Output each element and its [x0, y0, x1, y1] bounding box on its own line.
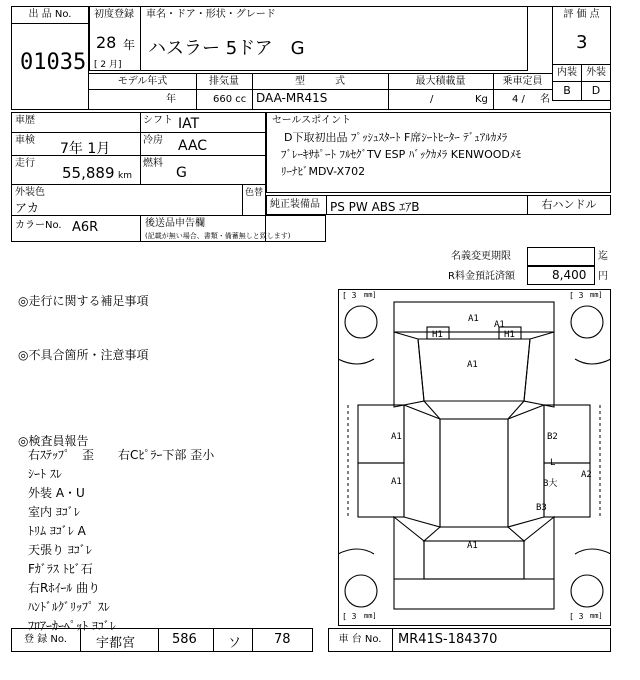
footer-sep-2	[158, 628, 159, 652]
chassis-label: 車 台 No.	[338, 634, 382, 645]
footer-sep-4	[252, 628, 253, 652]
details-vsep-color	[242, 184, 243, 216]
tire-front-right	[571, 306, 603, 338]
footer-chassis-sep	[392, 628, 393, 652]
lot-number: 01035	[20, 50, 87, 75]
load-sep: /	[430, 94, 434, 105]
arch-rr	[575, 549, 611, 554]
mark-headlight-right: H1	[504, 330, 515, 340]
sales-point-line-1: D下取初出品 ﾌﾟｯｼｭｽﾀｰﾄ F席ｼｰﾄﾋｰﾀｰ ﾃﾞｭｱﾙｶﾒﾗ	[284, 131, 508, 144]
name-change-box	[527, 247, 595, 266]
inspector-line-1: 右ｽﾃｯﾌﾟ 歪 右Cﾋﾟﾗｰ下部 歪小	[28, 448, 215, 462]
hood	[418, 339, 530, 401]
sales-point-line-2: ﾌﾞﾚｰｷｻﾎﾟｰﾄ ﾌﾙｾｸﾞTV ESP ﾊﾞｯｸｶﾒﾗ KENWOODﾒﾓ	[281, 148, 521, 161]
car-diagram	[338, 289, 611, 626]
footer-sep-1	[80, 628, 81, 652]
arch-rl	[338, 549, 374, 554]
inspector-line-4: 室内 ﾖｺﾞﾚ	[28, 505, 80, 519]
car-name: ハスラー 5ドア G	[148, 38, 305, 59]
capacity-unit: 名	[540, 94, 550, 105]
tire-unit-fl: mm]	[364, 291, 377, 299]
reg-year-unit: 年	[123, 38, 136, 52]
inspector-line-9: ﾊﾝﾄﾞﾙｸﾞﾘｯﾌﾟ ｽﾚ	[28, 600, 110, 614]
mark-front-bumper: A1	[468, 314, 479, 324]
exterior-grade: D	[591, 84, 601, 97]
sales-point-line-3: ﾘｰﾅﾋﾞMDV-X702	[281, 165, 366, 178]
max-load-label: 最大積載量	[415, 76, 466, 87]
details-line-2	[11, 155, 266, 156]
mileage-unit: km	[118, 171, 132, 181]
exterior-grade-label: 外装	[586, 67, 606, 78]
reg-month: [ 2 月]	[94, 60, 122, 70]
first-reg-label: 初度登録	[94, 9, 134, 20]
tire-unit-fr: mm]	[590, 291, 603, 299]
overall-score: 3	[576, 32, 588, 53]
recycle-unit: 円	[598, 271, 608, 282]
fuel-value: G	[176, 165, 187, 181]
inspection-value: 7年 1月	[60, 141, 111, 157]
inspector-line-2: ｼｰﾄ ｽﾚ	[28, 467, 62, 481]
mileage-value: 55,889	[62, 164, 115, 182]
shift-label: シフト	[143, 115, 173, 126]
tire-label-fl: [ 3	[342, 291, 357, 300]
model-code: DAA-MR41S	[256, 91, 328, 105]
lot-label: 出 品 No.	[28, 9, 72, 20]
equipment-items: PS PW ABS ｴｱB	[330, 200, 420, 214]
model-year-unit: 年	[166, 94, 176, 105]
inspector-line-5: ﾄﾘﾑ ﾖｺﾞﾚ A	[28, 524, 86, 538]
mark-door-right-l: L	[550, 458, 556, 468]
tire-rear-right	[571, 575, 603, 607]
defects-title: ◎不具合箇所・注意事項	[18, 348, 149, 362]
inspector-line-8: 右Rﾎｲｰﾙ 曲り	[28, 581, 101, 595]
rear-bumper	[394, 579, 554, 609]
steering: 右ハンドル	[541, 198, 597, 211]
tire-front-left	[345, 306, 377, 338]
ac-label: 冷房	[143, 135, 163, 146]
arch-fl	[338, 359, 374, 364]
spec-divider-2	[89, 89, 552, 90]
tire-unit-rl: mm]	[364, 612, 377, 620]
reg-area: 宇都宮	[96, 636, 136, 651]
tire-label-rr: [ 3	[569, 612, 584, 621]
door-rear-left	[358, 463, 404, 517]
mark-door-left-rear: A1	[391, 477, 402, 487]
mark-door-right-rear: B大	[543, 479, 558, 489]
reg-no-label: 登 録 No.	[24, 634, 67, 645]
details-vsep	[140, 112, 141, 185]
color-no: A6R	[72, 220, 99, 235]
inspector-line-10: ﾌﾛｱｰｶｰﾍﾟｯﾄ ﾖｺﾞﾚ	[28, 619, 116, 633]
capacity-label: 乗車定員	[502, 76, 543, 87]
car-name-label: 車名・ドア・形状・グレード	[146, 9, 276, 20]
sales-points-label: セールスポイント	[272, 115, 352, 126]
inspector-line-3: 外装 A・U	[28, 486, 85, 500]
interior-grade: B	[563, 84, 571, 97]
details-line-1	[11, 132, 266, 133]
reg-kana: ソ	[228, 636, 242, 651]
displacement: 660 cc	[213, 94, 247, 105]
mark-quarter-right: B3	[536, 503, 547, 513]
quarter-rear-left	[394, 517, 424, 579]
name-change-unit: 迄	[598, 251, 608, 262]
interior-grade-label: 内装	[557, 67, 577, 78]
fender-front-left	[394, 332, 424, 407]
details-line-3	[11, 184, 266, 185]
model-label: 型 式	[295, 76, 345, 87]
capacity: 4 /	[512, 94, 525, 105]
color-label: 外装色	[15, 187, 45, 198]
name-change-label: 名義変更期限	[451, 251, 511, 262]
inspector-line-6: 天張り ﾖｺﾞﾚ	[28, 543, 92, 557]
mileage-label: 走行	[15, 158, 35, 169]
shift-value: IAT	[178, 116, 200, 132]
footer-sep-3	[213, 628, 214, 652]
windshield	[424, 401, 524, 419]
load-unit: Kg	[475, 94, 488, 105]
tire-label-rl: [ 3	[342, 612, 357, 621]
mark-door-right-front: B2	[547, 432, 558, 442]
recycle-value: 8,400	[552, 268, 587, 282]
recycle-label: R料金預託済額	[448, 271, 515, 282]
mark-headlight-left: H1	[432, 330, 443, 340]
color-change-label: 色替	[245, 188, 264, 198]
arch-fr	[575, 359, 611, 364]
spec-divider	[89, 73, 552, 74]
inspector-line-7: Fｶﾞﾗｽ ﾄﾋﾞ石	[28, 562, 93, 576]
tire-label-fr: [ 3	[569, 291, 584, 300]
ac-value: AAC	[178, 138, 208, 154]
equipment-sep	[326, 195, 327, 215]
fuel-label: 燃料	[143, 158, 163, 169]
driving-notes-title: ◎走行に関する補足事項	[18, 294, 149, 308]
fender-front-right	[524, 332, 554, 407]
inspection-label: 車検	[15, 135, 35, 146]
mark-back-door: A1	[467, 541, 478, 551]
reg-class: 586	[172, 632, 197, 647]
equipment-label: 純正装備品	[270, 199, 320, 210]
roof	[440, 419, 508, 527]
reg-number: 78	[274, 632, 291, 647]
chassis-number: MR41S-184370	[398, 632, 498, 647]
reg-year: 28	[96, 33, 117, 52]
rear-window	[424, 527, 524, 541]
doc-note: (記載が無い場合、書類・備蓄無しと致します)	[145, 232, 291, 240]
mark-step-right: A2	[581, 470, 592, 480]
pillar-left	[404, 405, 440, 527]
inspector-title: ◎検査員報告	[18, 434, 89, 448]
score-label: 評 価 点	[563, 9, 600, 20]
doc-label: 後送品申告欄	[145, 218, 205, 229]
color-value: アカ	[15, 201, 39, 215]
quarter-rear-right	[524, 517, 554, 579]
displacement-label: 排気量	[209, 76, 239, 87]
model-year-label: モデル年式	[117, 76, 168, 87]
mark-bumper-lower: A1	[494, 320, 505, 330]
tire-rear-left	[345, 575, 377, 607]
mark-hood: A1	[467, 360, 478, 370]
color-no-label: カラーNo.	[15, 220, 62, 231]
mark-door-left-front: A1	[391, 432, 402, 442]
tire-unit-rr: mm]	[590, 612, 603, 620]
color-no-sep	[140, 215, 141, 242]
history-label: 車歴	[15, 115, 35, 126]
